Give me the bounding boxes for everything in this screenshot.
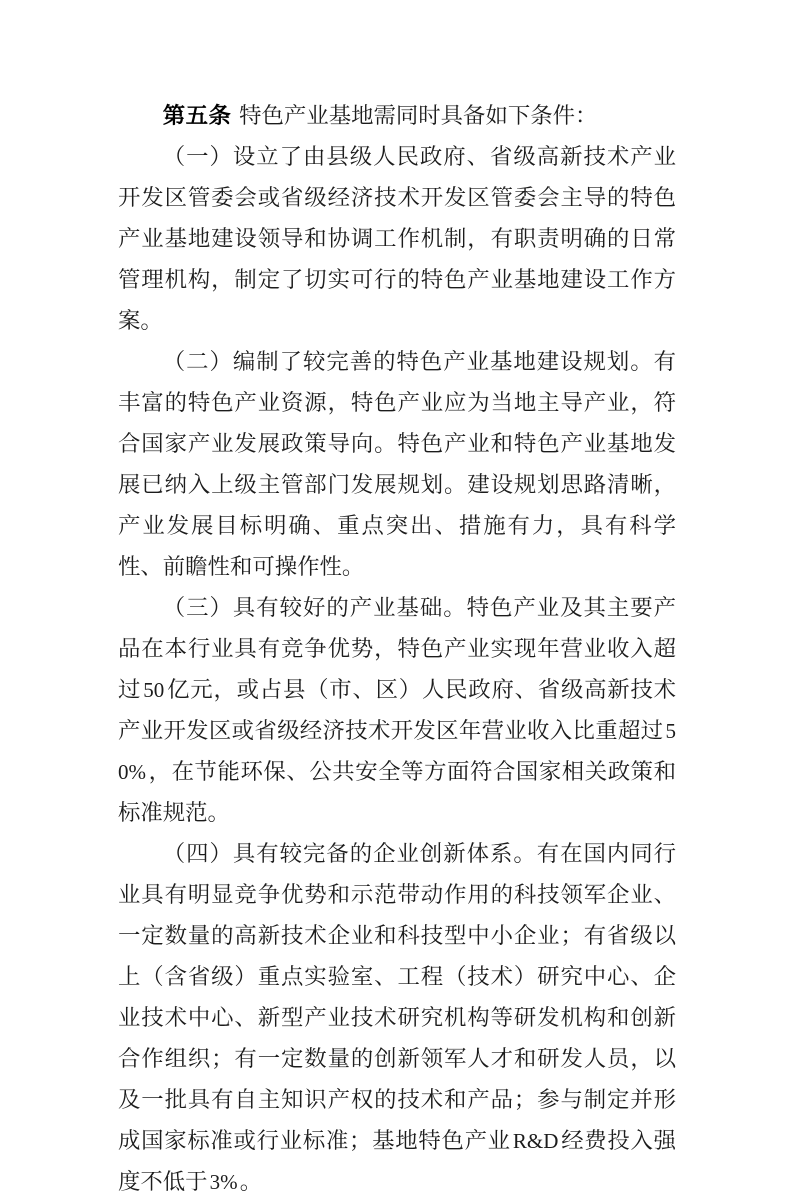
clause-paragraph-3: [118, 588, 676, 834]
clause-3-segment-1: （三）具有较好的产业基础。特色产业及其主要产品在本行业具有竞争优势，特色产业实现年营业收入超过: [118, 595, 676, 703]
article-heading-paragraph: [118, 96, 676, 137]
clause-4-segment-2: 经费投入强度不低于: [118, 1128, 677, 1195]
clause-4-segment-3: 。: [239, 1169, 263, 1195]
article-number-label: 第五条: [162, 103, 232, 129]
article-lead-text: 特色产业基地需同时具备如下条件：: [239, 103, 598, 129]
clause-3-figure-share: 50%: [118, 719, 676, 784]
clause-paragraph-2: （二）编制了较完善的特色产业基地建设规划。有丰富的特色产业资源，特色产业应为当地主导产业，符合国家产业发展政策导向。特色产业和特色产业基地发展已纳入上级主管部门发展规划。建设规划思路清晰，产业发展目标明确、重点突出、措施有力，具有科学性、前瞻性和可操作性。: [118, 349, 676, 580]
clause-4-figure-rnd-intensity: 3%: [209, 1170, 238, 1194]
clause-3-segment-3: ，在节能环保、公共安全等方面符合国家相关政策和标准规范。: [118, 759, 676, 826]
clause-4-term-rnd: R&D: [512, 1129, 559, 1153]
document-text-block: [118, 96, 676, 1203]
clause-paragraph-1: （一）设立了由县级人民政府、省级高新技术产业开发区管委会或省级经济技术开发区管委会主导的特色产业基地建设领导和协调工作机制，有职责明确的日常管理机构，制定了切实可行的特色产业基地建设工作方案。: [118, 144, 676, 334]
clause-3-figure-revenue: 50: [143, 678, 165, 702]
clause-4-segment-1: （四）具有较完备的企业创新体系。有在国内同行业具有明显竞争优势和示范带动作用的科技领军企业、一定数量的高新技术企业和科技型中小企业；有省级以上（含省级）重点实验室、工程（技术）研究中心、企业技术中心、新型产业技术研究机构等研发机构和创新合作组织；有一定数量的创新领军人才和研发人员，以及一批具有自主知识产权的技术和产品；参与制定并形成国家标准或行业标准；基地特色产业: [118, 841, 676, 1154]
clause-paragraph-4: [118, 834, 676, 1203]
clause-3-segment-2: 亿元，或占县（市、区）人民政府、省级高新技术产业开发区或省级经济技术开发区年营业收入比重超过: [118, 677, 677, 744]
